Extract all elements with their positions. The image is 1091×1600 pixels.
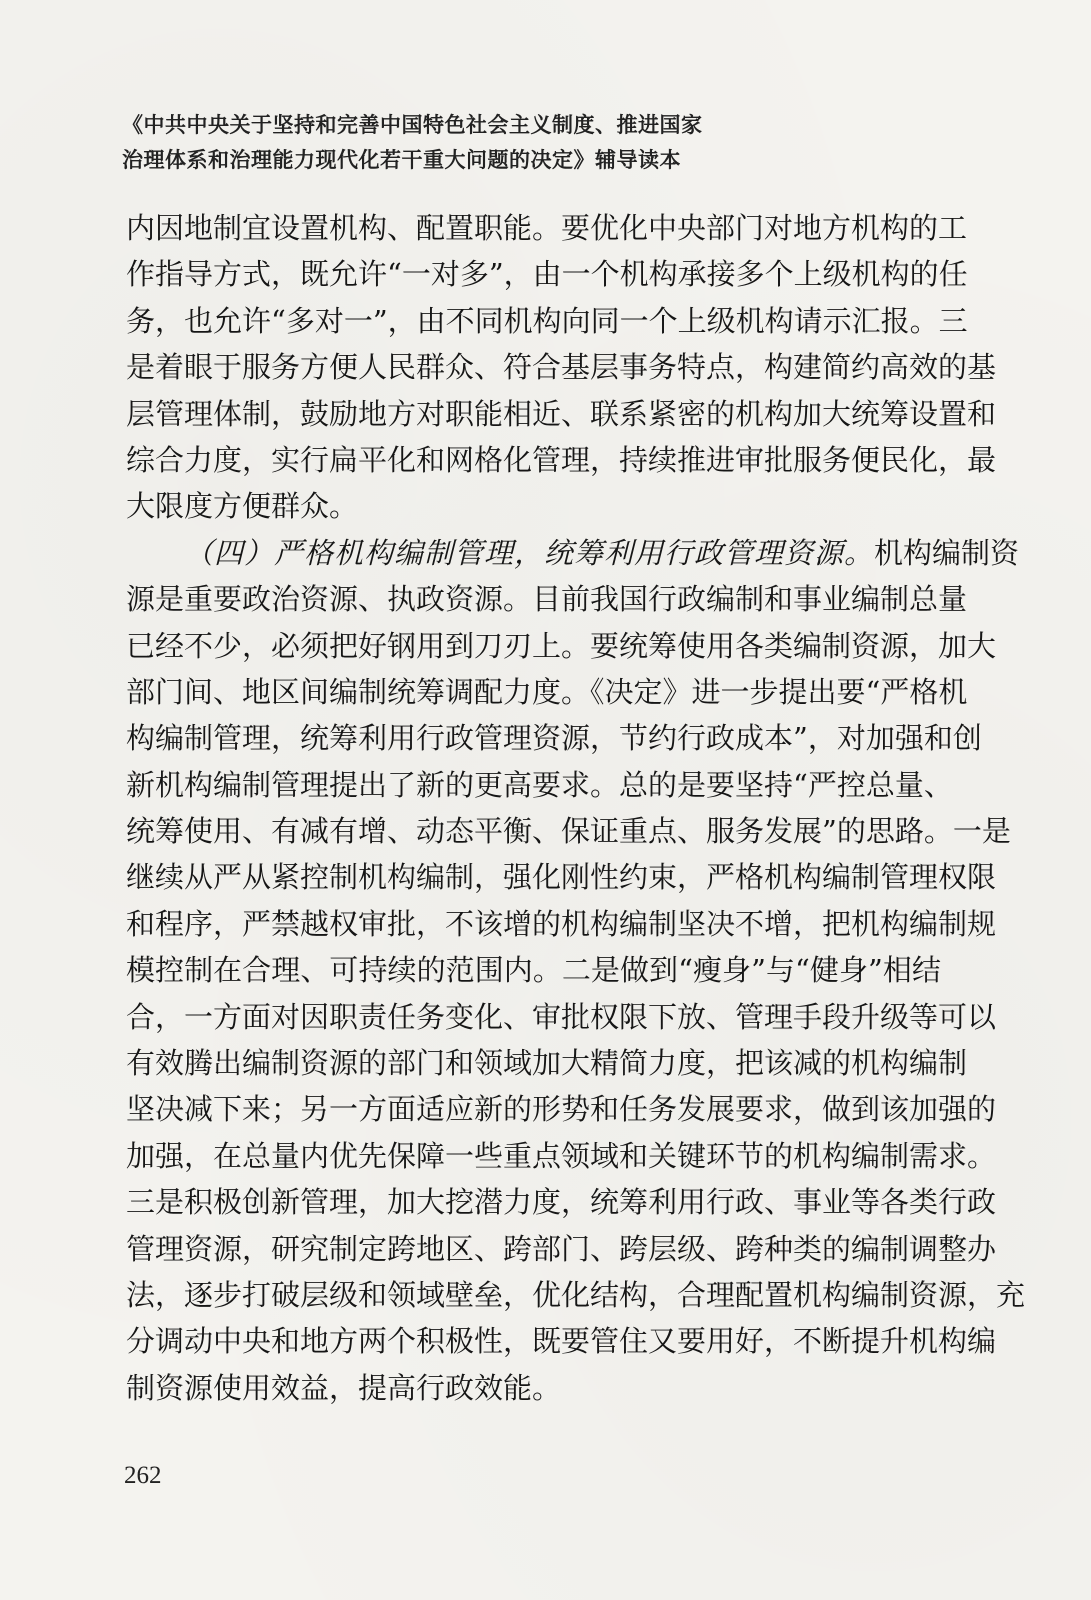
text-line: 有效腾出编制资源的部门和领域加大精简力度，把该减的机构编制	[126, 1046, 968, 1081]
text-line: 三是积极创新管理，加大挖潜力度，统筹利用行政、事业等各类行政	[126, 1185, 997, 1220]
running-header	[122, 108, 942, 178]
text-line: 合，一方面对因职责任务变化、审批权限下放、管理手段升级等可以	[126, 999, 997, 1034]
text-line: 务，也允许“多对一”，由不同机构向同一个上级机构请示汇报。三	[126, 303, 968, 338]
text-line: 构编制管理，统筹利用行政管理资源，节约行政成本”，对加强和创	[126, 721, 982, 756]
text-fragment: 机构编制资	[874, 535, 1020, 570]
body-text	[126, 205, 1026, 1411]
text-line: 大限度方便群众。	[126, 489, 359, 524]
text-line: 坚决减下来；另一方面适应新的形势和任务发展要求，做到该加强的	[126, 1092, 997, 1127]
text-line: 已经不少，必须把好钢用到刀刃上。要统筹使用各类编制资源，加大	[126, 628, 997, 663]
text-line: 统筹使用、有减有增、动态平衡、保证重点、服务发展”的思路。一是	[126, 814, 1011, 849]
text-line: 新机构编制管理提出了新的更高要求。总的是要坚持“严控总量、	[126, 767, 953, 802]
text-line: 内因地制宜设置机构、配置职能。要优化中央部门对地方机构的工	[126, 211, 968, 245]
text-line: 作指导方式，既允许“一对多”，由一个机构承接多个上级机构的任	[126, 257, 968, 292]
text-line: 分调动中央和地方两个积极性，既要管住又要用好，不断提升机构编	[126, 1324, 997, 1359]
text-line: 和程序，严禁越权审批，不该增的机构编制坚决不增，把机构编制规	[126, 906, 997, 941]
text-line: 管理资源，研究制定跨地区、跨部门、跨层级、跨种类的编制调整办	[126, 1231, 997, 1266]
paragraph-1	[126, 205, 997, 530]
text-line: 源是重要政治资源、执政资源。目前我国行政编制和事业编制总量	[126, 582, 968, 617]
header-line-2: 治理体系和治理能力现代化若干重大问题的决定》辅导读本	[122, 148, 681, 172]
header-line-1: 《中共中央关于坚持和完善中国特色社会主义制度、推进国家	[122, 113, 703, 137]
section-heading: （四）严格机构编制管理，统筹利用行政管理资源。	[184, 535, 875, 570]
text-line: 模控制在合理、可持续的范围内。二是做到“瘦身”与“健身”相结	[126, 953, 941, 988]
text-line: 部门间、地区间编制统筹调配力度。《决定》进一步提出要“严格机	[126, 674, 968, 709]
text-line: 法，逐步打破层级和领域壁垒，优化结构，合理配置机构编制资源，充	[126, 1277, 1026, 1312]
text-line: 是着眼于服务方便人民群众、符合基层事务特点，构建简约高效的基	[126, 350, 997, 385]
text-line: 制资源使用效益，提高行政效能。	[126, 1370, 562, 1405]
text-line: 综合力度，实行扁平化和网格化管理，持续推进审批服务便民化，最	[126, 442, 997, 477]
paragraph-2	[126, 530, 1026, 1411]
text-line: 层管理体制，鼓励地方对职能相近、联系紧密的机构加大统筹设置和	[126, 396, 997, 431]
text-line: 加强，在总量内优先保障一些重点领域和关键环节的机构编制需求。	[126, 1138, 997, 1173]
page-number: 262	[124, 1462, 162, 1489]
paragraph-2-first-line	[126, 530, 1020, 576]
text-line: 继续从严从紧控制机构编制，强化刚性约束，严格机构编制管理权限	[126, 860, 997, 895]
